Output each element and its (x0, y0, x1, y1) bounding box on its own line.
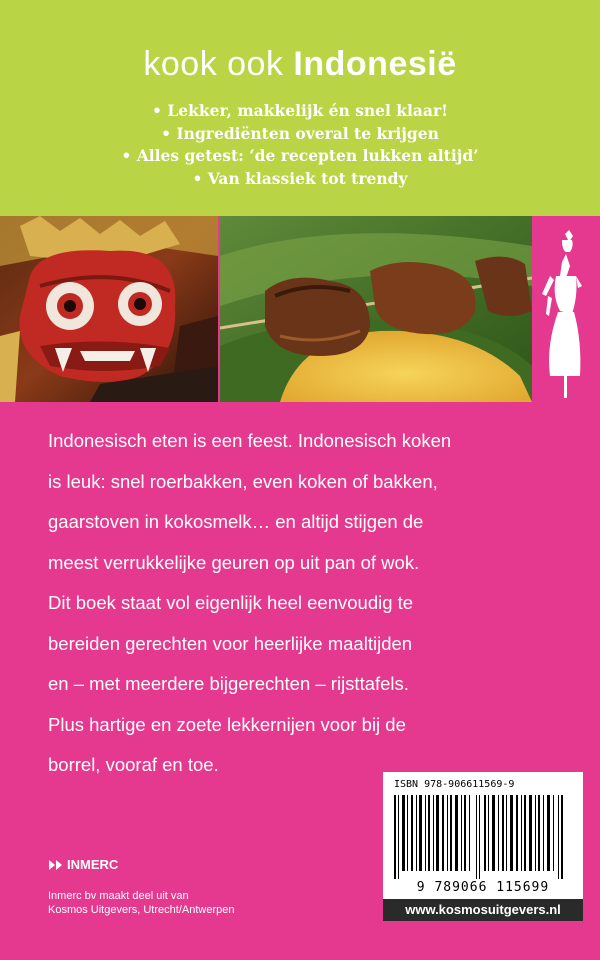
satay-photo (220, 216, 532, 402)
bullet-item: • Van klassiek tot trendy (192, 168, 408, 188)
barcode-number: 9 789066 115699 (416, 880, 550, 895)
blurb-line: Indonesisch eten is een feest. Indonesisch koken (48, 430, 452, 451)
publisher-url: www.kosmosuitgevers.nl (383, 899, 583, 921)
publisher-line: Kosmos Uitgevers, Utrecht/Antwerpen (48, 904, 235, 916)
inmerc-logo-icon (48, 858, 64, 872)
side-strip (532, 216, 600, 402)
blurb-line: meest verrukkelijke geuren op uit pan of wok. (48, 551, 420, 573)
blurb-line: en – met meerdere bijgerechten – rijsttafels. (48, 673, 409, 694)
publisher-logo (48, 857, 118, 872)
blurb-line: borrel, vooraf en toe. (48, 754, 219, 775)
barcode-icon (392, 795, 574, 879)
blurb-line: Dit boek staat vol eigenlijk heel eenvoudig te (48, 592, 414, 613)
publisher-info (48, 889, 234, 917)
feature-bullets (0, 100, 600, 190)
blurb-line: gaarstoven in kokosmelk… en altijd stijgen de (48, 511, 424, 532)
publisher-logo-text: INMERC (67, 857, 119, 872)
blurb (48, 421, 518, 786)
wayang-puppet-icon (532, 216, 600, 402)
mask-photo (0, 216, 218, 402)
isbn-label: ISBN 978-906611569-9 (394, 779, 515, 790)
bullet-item: • Alles getest: ‘de recepten lukken altijd’ (121, 146, 479, 165)
blurb-line: is leuk: snel roerbakken, even koken of bakken, (48, 470, 438, 492)
title-bold: Indonesië (293, 45, 457, 83)
book-title (0, 45, 600, 84)
blurb-line: bereiden gerechten voor heerlijke maaltijden (48, 632, 413, 654)
bullet-item: • Ingrediënten overal te krijgen (161, 123, 439, 143)
blurb-line: Plus hartige en zoete lekkernijen voor bij de (48, 713, 406, 735)
title-light: kook ook (143, 45, 284, 83)
bullet-item: • Lekker, makkelijk én snel klaar! (152, 101, 448, 120)
publisher-line: Inmerc bv maakt deel uit van (48, 890, 189, 902)
